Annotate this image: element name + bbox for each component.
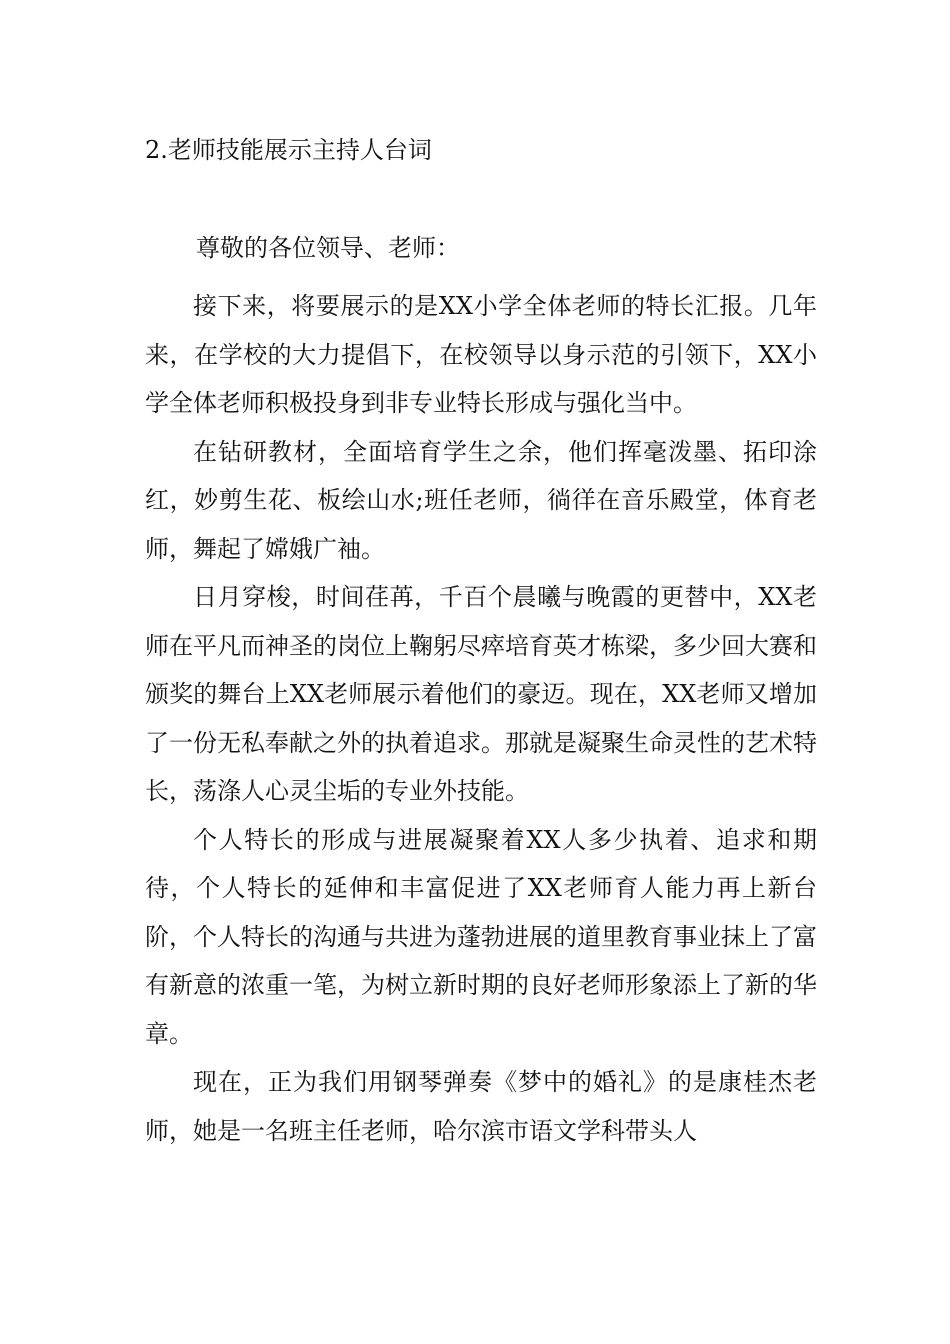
paragraph-dedication: 日月穿梭，时间荏苒，千百个晨曦与晚霞的更替中，XX老师在平凡而神圣的岗位上鞠躬尽瘁培育英才栋梁，多少回大赛和颁奖的舞台上XX老师展示着他们的豪迈。现在，XX老师又增加了一份无私奉献之外的执着追求。那就是凝聚生命灵性的艺术特长，荡涤人心灵尘垢的专业外技能。 [145, 583, 817, 805]
paragraph-performer: 现在，正为我们用钢琴弹奏《梦中的婚礼》的是康桂杰老师，她是一名班主任老师，哈尔滨市语文学科带头人 [145, 1068, 817, 1145]
document-heading: 2.老师技能展示主持人台词 [145, 136, 432, 164]
greeting-line: 尊敬的各位领导、老师： [196, 234, 460, 262]
paragraph-skills: 在钻研教材，全面培育学生之余，他们挥毫泼墨、拓印涂红，妙剪生花、板绘山水;班任老师，徜徉在音乐殿堂，体育老师，舞起了嫦娥广袖。 [145, 437, 817, 563]
paragraph-intro: 接下来，将要展示的是XX小学全体老师的特长汇报。几年来，在学校的大力提倡下，在校领导以身示范的引领下，XX小学全体老师积极投身到非专业特长形成与强化当中。 [145, 292, 817, 417]
paragraph-talents: 个人特长的形成与进展凝聚着XX人多少执着、追求和期待，个人特长的延伸和丰富促进了XX老师育人能力再上新台阶，个人特长的沟通与共进为蓬勃进展的道里教育事业抹上了富有新意的浓重一笔，为树立新时期的良好老师形象添上了新的华章。 [145, 825, 817, 1048]
document-body [145, 282, 817, 1155]
